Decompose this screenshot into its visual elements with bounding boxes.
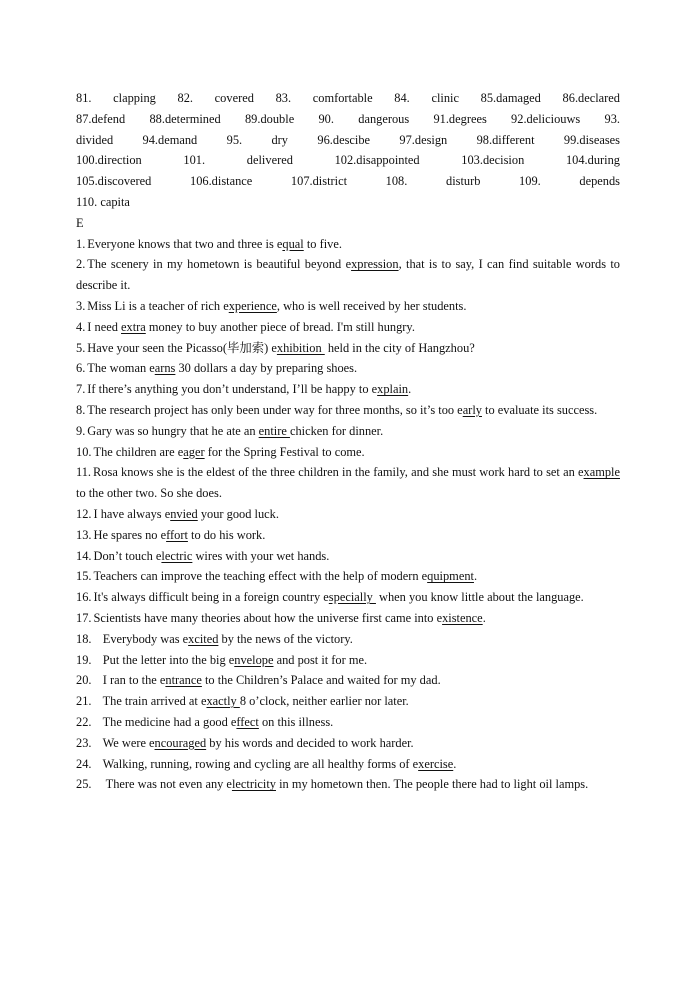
sentence-number: 8. bbox=[76, 402, 86, 417]
sentence-text: I have always e bbox=[93, 506, 171, 521]
sentence-number: 10. bbox=[76, 444, 92, 459]
word-list bbox=[76, 88, 620, 213]
answer-word: ager bbox=[183, 444, 205, 459]
answer-word: qual bbox=[282, 236, 304, 251]
sentence-text: money to buy another piece of bread. I'm still hungry. bbox=[145, 319, 415, 334]
sentence-text: held in the city of Hangzhou? bbox=[324, 340, 475, 355]
sentence-number: 25. bbox=[76, 777, 92, 792]
answer-word: xplain bbox=[377, 382, 409, 397]
answer-word: xample bbox=[583, 465, 620, 480]
word-list-line: 110. capita bbox=[76, 194, 130, 209]
sentence bbox=[76, 629, 620, 650]
sentence-number: 3. bbox=[76, 298, 86, 313]
sentence bbox=[76, 774, 620, 795]
sentence-text: and post it for me. bbox=[273, 652, 368, 667]
sentence-number: 20. bbox=[76, 673, 92, 688]
sentence bbox=[76, 254, 624, 296]
sentence-text: The train arrived at e bbox=[93, 694, 207, 709]
answer-word: xperience bbox=[228, 298, 277, 313]
sentence bbox=[76, 400, 620, 421]
answer-word: quipment bbox=[427, 569, 474, 584]
answer-word: arns bbox=[154, 361, 176, 376]
answer-word: ffect bbox=[236, 714, 259, 729]
sentence-text: If there’s anything you don’t understand, I’ll be happy to e bbox=[87, 382, 378, 397]
sentence-number: 12. bbox=[76, 506, 92, 521]
sentence-text: We were e bbox=[93, 735, 155, 750]
sentence bbox=[76, 525, 620, 546]
sentence bbox=[76, 650, 620, 671]
word-list-line: divided 94.demand 95. dry 96.descibe 97.design 98.different 99.diseases bbox=[76, 132, 620, 147]
sentence-text: The scenery in my hometown is beautiful beyond e bbox=[87, 257, 352, 272]
word-list-line: 100.direction 101. delivered 102.disappointed 103.decision 104.during bbox=[76, 153, 620, 168]
sentence-text: when you know little about the language. bbox=[375, 590, 584, 605]
sentence-number: 24. bbox=[76, 756, 92, 771]
answer-word: specially bbox=[328, 590, 376, 605]
sentence bbox=[76, 712, 620, 733]
sentence-text: chicken for dinner. bbox=[289, 423, 384, 438]
sentence-text: 8 o’clock, neither earlier nor later. bbox=[239, 694, 409, 709]
answer-word: nvied bbox=[170, 506, 198, 521]
sentence-text: Walking, running, rowing and cycling are all healthy forms of e bbox=[93, 756, 419, 771]
answer-word: xpression bbox=[351, 257, 399, 272]
sentence-text: . bbox=[482, 610, 486, 625]
sentence-text: to do his work. bbox=[187, 527, 266, 542]
sentence-text: , who is well received by her students. bbox=[276, 298, 467, 313]
sentence bbox=[76, 670, 620, 691]
section-label: E bbox=[76, 215, 84, 230]
sentence-text: on this illness. bbox=[258, 714, 334, 729]
sentence-text: He spares no e bbox=[93, 527, 167, 542]
answer-word: extra bbox=[121, 319, 146, 334]
sentence-text: to five. bbox=[303, 236, 342, 251]
sentence-list bbox=[76, 234, 624, 796]
sentence-text: Everyone knows that two and three is e bbox=[87, 236, 283, 251]
sentence bbox=[76, 338, 620, 359]
sentence bbox=[76, 608, 620, 629]
sentence-number: 5. bbox=[76, 340, 86, 355]
sentence-text: your good luck. bbox=[197, 506, 279, 521]
sentence-text: to the other two. So she does. bbox=[76, 465, 624, 501]
answer-word: xhibition bbox=[276, 340, 325, 355]
sentence-text: Scientists have many theories about how the universe first came into e bbox=[93, 610, 443, 625]
sentence bbox=[76, 733, 620, 754]
sentence-number: 6. bbox=[76, 361, 86, 376]
sentence-text: Don’t touch e bbox=[93, 548, 162, 563]
answer-word: xistence bbox=[442, 610, 483, 625]
answer-word: lectric bbox=[161, 548, 193, 563]
word-list-line: 87.defend 88.determined 89.double 90. dangerous 91.degrees 92.deliciouws 93. bbox=[76, 111, 620, 126]
sentence-number: 21. bbox=[76, 694, 92, 709]
sentence-number: 14. bbox=[76, 548, 92, 563]
sentence-text: . bbox=[473, 569, 478, 584]
sentence bbox=[76, 358, 620, 379]
answer-word: ncouraged bbox=[154, 735, 207, 750]
sentence-text: , that is to say, I can find suitable words to describe it. bbox=[76, 257, 624, 293]
sentence-number: 22. bbox=[76, 714, 92, 729]
answer-word: xcited bbox=[188, 631, 219, 646]
sentence-text: The children are e bbox=[93, 444, 184, 459]
sentence-text: The woman e bbox=[87, 361, 155, 376]
sentence-text: Rosa knows she is the eldest of the three children in the family, and she must work hard to set an e bbox=[93, 465, 584, 480]
sentence-text: in my hometown then. The people there had to light oil lamps. bbox=[275, 777, 589, 792]
sentence bbox=[76, 566, 620, 587]
sentence-text: The research project has only been under way for three months, so it’s too e bbox=[87, 402, 463, 417]
answer-word: xercise bbox=[418, 756, 454, 771]
document-page bbox=[76, 88, 624, 795]
sentence-number: 23. bbox=[76, 735, 92, 750]
sentence-text: Everybody was e bbox=[93, 631, 189, 646]
sentence-number: 18. bbox=[76, 631, 92, 646]
sentence-text: Put the letter into the big e bbox=[93, 652, 235, 667]
sentence bbox=[76, 504, 620, 525]
sentence-number: 15. bbox=[76, 569, 92, 584]
sentence-text: It's always difficult being in a foreign country e bbox=[93, 590, 329, 605]
answer-word: lectricity bbox=[231, 777, 276, 792]
sentence bbox=[76, 234, 620, 255]
sentence-text: . bbox=[453, 756, 457, 771]
answer-word: entire bbox=[258, 423, 290, 438]
sentence bbox=[76, 442, 620, 463]
sentence-text: There was not even any e bbox=[93, 777, 232, 792]
answer-word: xactly bbox=[206, 694, 240, 709]
sentence bbox=[76, 462, 624, 504]
sentence bbox=[76, 691, 620, 712]
sentence bbox=[76, 317, 620, 338]
sentence-text: I need bbox=[87, 319, 122, 334]
sentence-number: 16. bbox=[76, 590, 92, 605]
answer-word: ffort bbox=[166, 527, 188, 542]
sentence bbox=[76, 546, 620, 567]
sentence-number: 1. bbox=[76, 236, 86, 251]
sentence-number: 9. bbox=[76, 423, 86, 438]
sentence-text: Miss Li is a teacher of rich e bbox=[87, 298, 229, 313]
word-list-line: 81. clapping 82. covered 83. comfortable 84. clinic 85.damaged 86.declared bbox=[76, 91, 620, 105]
sentence-text: to evaluate its success. bbox=[481, 402, 598, 417]
sentence-text: Have your seen the Picasso(毕加索) e bbox=[87, 340, 277, 355]
sentence-text: Gary was so hungry that he ate an bbox=[87, 423, 259, 438]
word-list-line: 105.discovered 106.distance 107.district 108. disturb 109. depends bbox=[76, 174, 620, 189]
sentence-number: 13. bbox=[76, 527, 92, 542]
sentence-text: for the Spring Festival to come. bbox=[204, 444, 365, 459]
sentence bbox=[76, 754, 620, 775]
sentence-text: by his words and decided to work harder. bbox=[206, 735, 414, 750]
answer-word: arly bbox=[462, 402, 482, 417]
sentence-text: to the Children’s Palace and waited for my dad. bbox=[201, 673, 441, 688]
sentence bbox=[76, 587, 620, 608]
sentence bbox=[76, 421, 620, 442]
sentence-number: 11. bbox=[76, 465, 92, 480]
sentence-number: 17. bbox=[76, 610, 92, 625]
sentence-number: 2. bbox=[76, 257, 86, 272]
answer-word: nvelope bbox=[234, 652, 274, 667]
sentence-number: 19. bbox=[76, 652, 92, 667]
sentence-text: wires with your wet hands. bbox=[192, 548, 330, 563]
sentence-number: 7. bbox=[76, 382, 86, 397]
sentence-number: 4. bbox=[76, 319, 86, 334]
sentence-text: by the news of the victory. bbox=[218, 631, 353, 646]
sentence bbox=[76, 379, 620, 400]
sentence-text: The medicine had a good e bbox=[93, 714, 237, 729]
sentence-text: . bbox=[408, 382, 412, 397]
sentence-text: I ran to the e bbox=[93, 673, 166, 688]
sentence-text: Teachers can improve the teaching effect with the help of modern e bbox=[93, 569, 428, 584]
sentence bbox=[76, 296, 620, 317]
answer-word: ntrance bbox=[165, 673, 202, 688]
sentence-text: 30 dollars a day by preparing shoes. bbox=[175, 361, 358, 376]
